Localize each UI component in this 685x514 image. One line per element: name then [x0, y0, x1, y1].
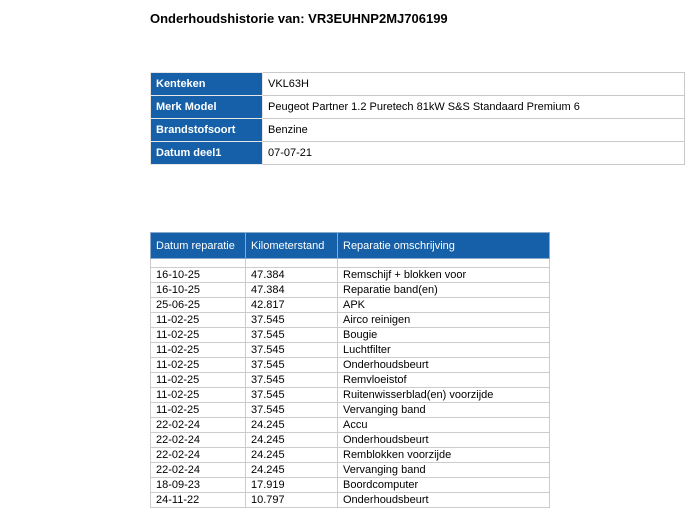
history-odometer-cell: 47.384 — [246, 283, 338, 298]
history-date-cell: 11-02-25 — [151, 358, 246, 373]
vehicle-info-value: Benzine — [263, 119, 685, 142]
history-row — [151, 343, 550, 358]
history-row — [151, 328, 550, 343]
page-title: Onderhoudshistorie van: VR3EUHNP2MJ706199 — [150, 11, 448, 26]
maintenance-history-table — [150, 232, 550, 508]
history-odometer-cell: 37.545 — [246, 373, 338, 388]
history-date-cell: 11-02-25 — [151, 403, 246, 418]
history-row — [151, 283, 550, 298]
history-odometer-cell: 37.545 — [246, 403, 338, 418]
history-description-cell: Reparatie band(en) — [338, 283, 550, 298]
vehicle-info-label: Kenteken — [151, 73, 263, 96]
vehicle-info-label: Datum deel1 — [151, 142, 263, 165]
vehicle-info-row — [151, 73, 685, 96]
history-date-cell: 18-09-23 — [151, 478, 246, 493]
history-date-cell: 24-11-22 — [151, 493, 246, 508]
history-row — [151, 493, 550, 508]
history-description-cell: APK — [338, 298, 550, 313]
history-spacer-row — [151, 259, 550, 268]
history-row — [151, 478, 550, 493]
history-description-cell: Airco reinigen — [338, 313, 550, 328]
history-description-cell: Bougie — [338, 328, 550, 343]
history-row — [151, 268, 550, 283]
history-odometer-cell: 37.545 — [246, 358, 338, 373]
history-odometer-cell: 24.245 — [246, 418, 338, 433]
history-date-cell: 22-02-24 — [151, 433, 246, 448]
history-date-cell: 22-02-24 — [151, 418, 246, 433]
vehicle-info-value: 07-07-21 — [263, 142, 685, 165]
history-spacer-cell — [151, 259, 246, 268]
history-row — [151, 403, 550, 418]
history-date-cell: 16-10-25 — [151, 283, 246, 298]
history-row — [151, 433, 550, 448]
history-date-cell: 11-02-25 — [151, 343, 246, 358]
vehicle-info-value: VKL63H — [263, 73, 685, 96]
history-description-cell: Onderhoudsbeurt — [338, 493, 550, 508]
history-date-cell: 11-02-25 — [151, 388, 246, 403]
history-date-cell: 22-02-24 — [151, 448, 246, 463]
history-description-cell: Vervanging band — [338, 463, 550, 478]
history-odometer-cell: 17.919 — [246, 478, 338, 493]
history-date-cell: 11-02-25 — [151, 313, 246, 328]
history-date-cell: 25-06-25 — [151, 298, 246, 313]
history-description-cell: Ruitenwisserblad(en) voorzijde — [338, 388, 550, 403]
history-row — [151, 463, 550, 478]
history-row — [151, 313, 550, 328]
history-description-cell: Remschijf + blokken voor — [338, 268, 550, 283]
history-odometer-cell: 37.545 — [246, 343, 338, 358]
history-row — [151, 388, 550, 403]
history-odometer-cell: 42.817 — [246, 298, 338, 313]
history-description-cell: Accu — [338, 418, 550, 433]
vehicle-info-row — [151, 96, 685, 119]
history-column-header: Datum reparatie — [151, 233, 246, 259]
history-row — [151, 298, 550, 313]
history-description-cell: Remvloeistof — [338, 373, 550, 388]
history-description-cell: Remblokken voorzijde — [338, 448, 550, 463]
history-description-cell: Luchtfilter — [338, 343, 550, 358]
history-odometer-cell: 37.545 — [246, 388, 338, 403]
vehicle-info-label: Brandstofsoort — [151, 119, 263, 142]
history-row — [151, 373, 550, 388]
history-description-cell: Vervanging band — [338, 403, 550, 418]
history-odometer-cell: 24.245 — [246, 463, 338, 478]
history-description-cell: Onderhoudsbeurt — [338, 358, 550, 373]
history-date-cell: 11-02-25 — [151, 328, 246, 343]
history-odometer-cell: 47.384 — [246, 268, 338, 283]
history-date-cell: 22-02-24 — [151, 463, 246, 478]
history-odometer-cell: 10.797 — [246, 493, 338, 508]
history-odometer-cell: 37.545 — [246, 328, 338, 343]
history-odometer-cell: 24.245 — [246, 433, 338, 448]
vehicle-info-value: Peugeot Partner 1.2 Puretech 81kW S&S Standaard Premium 6 — [263, 96, 685, 119]
history-description-cell: Onderhoudsbeurt — [338, 433, 550, 448]
history-row — [151, 358, 550, 373]
history-odometer-cell: 37.545 — [246, 313, 338, 328]
history-column-header: Kilometerstand — [246, 233, 338, 259]
history-header-row — [151, 233, 550, 259]
history-row — [151, 418, 550, 433]
history-row — [151, 448, 550, 463]
vehicle-info-table — [150, 72, 685, 165]
history-odometer-cell: 24.245 — [246, 448, 338, 463]
history-spacer-cell — [246, 259, 338, 268]
vehicle-info-row — [151, 119, 685, 142]
history-spacer-cell — [338, 259, 550, 268]
history-column-header: Reparatie omschrijving — [338, 233, 550, 259]
history-date-cell: 16-10-25 — [151, 268, 246, 283]
vehicle-info-label: Merk Model — [151, 96, 263, 119]
history-date-cell: 11-02-25 — [151, 373, 246, 388]
vehicle-info-row — [151, 142, 685, 165]
history-description-cell: Boordcomputer — [338, 478, 550, 493]
